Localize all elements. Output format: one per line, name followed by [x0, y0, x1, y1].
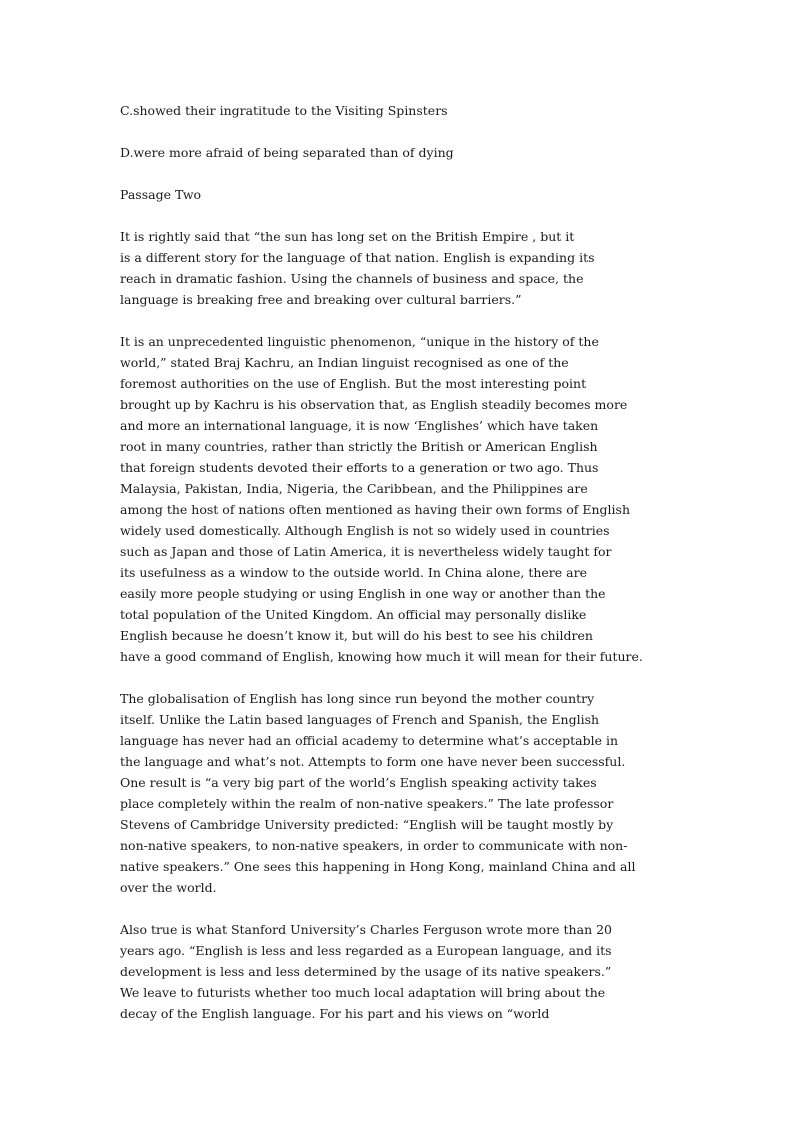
- text-line: place completely within the realm of non-native speakers.” The late professor: [120, 796, 614, 811]
- text-line: among the host of nations often mentioned as having their own forms of English: [120, 502, 630, 517]
- text-line: The globalisation of English has long since run beyond the mother country: [120, 691, 595, 706]
- paragraph: [120, 688, 676, 898]
- text-line: total population of the United Kingdom. An official may personally dislike: [120, 607, 587, 622]
- option-d: D.were more afraid of being separated than of dying: [120, 145, 454, 160]
- text-line: Stevens of Cambridge University predicted: “English will be taught mostly by: [120, 817, 614, 832]
- text-line: brought up by Kachru is his observation that, as English steadily becomes more: [120, 397, 628, 412]
- text-line: Malaysia, Pakistan, India, Nigeria, the Caribbean, and the Philippines are: [120, 481, 588, 496]
- text-line: It is an unprecedented linguistic phenomenon, “unique in the history of the: [120, 334, 599, 349]
- option-c: C.showed their ingratitude to the Visiting Spinsters: [120, 103, 448, 118]
- text-line: foremost authorities on the use of English. But the most interesting point: [120, 376, 587, 391]
- text-line: Also true is what Stanford University’s Charles Ferguson wrote more than 20: [120, 922, 612, 937]
- text-line: and more an international language, it is now ‘Englishes’ which have taken: [120, 418, 599, 433]
- document-page: [120, 100, 676, 1045]
- text-line: that foreign students devoted their efforts to a generation or two ago. Thus: [120, 460, 599, 475]
- passage-title: Passage Two: [120, 187, 202, 202]
- text-line: One result is “a very big part of the world’s English speaking activity takes: [120, 775, 597, 790]
- text-line: language has never had an official academy to determine what’s acceptable in: [120, 733, 619, 748]
- text-line: native speakers.” One sees this happening in Hong Kong, mainland China and all: [120, 859, 636, 874]
- text-line: the language and what’s not. Attempts to form one have never been successful.: [120, 754, 626, 769]
- text-line: have a good command of English, knowing how much it will mean for their future.: [120, 649, 643, 664]
- text-line: reach in dramatic fashion. Using the channels of business and space, the: [120, 271, 584, 286]
- text-line: language is breaking free and breaking over cultural barriers.”: [120, 292, 522, 307]
- text-line: easily more people studying or using English in one way or another than the: [120, 586, 606, 601]
- text-line: over the world.: [120, 880, 217, 895]
- paragraph: [120, 226, 676, 310]
- text-line: is a different story for the language of that nation. English is expanding its: [120, 250, 595, 265]
- text-line: development is less and less determined by the usage of its native speakers.”: [120, 964, 612, 979]
- text-line: We leave to futurists whether too much local adaptation will bring about the: [120, 985, 606, 1000]
- text-line: English because he doesn’t know it, but will do his best to see his children: [120, 628, 593, 643]
- text-line: itself. Unlike the Latin based languages of French and Spanish, the English: [120, 712, 600, 727]
- paragraph: [120, 331, 676, 667]
- text-line: non-native speakers, to non-native speakers, in order to communicate with non-: [120, 838, 628, 853]
- text-line: world,” stated Braj Kachru, an Indian linguist recognised as one of the: [120, 355, 569, 370]
- text-line: widely used domestically. Although English is not so widely used in countries: [120, 523, 610, 538]
- text-line: years ago. “English is less and less regarded as a European language, and its: [120, 943, 612, 958]
- text-line: its usefulness as a window to the outside world. In China alone, there are: [120, 565, 587, 580]
- paragraph: [120, 919, 676, 1024]
- text-line: It is rightly said that “the sun has long set on the British Empire , but it: [120, 229, 575, 244]
- text-line: decay of the English language. For his part and his views on “world: [120, 1006, 550, 1021]
- text-line: root in many countries, rather than strictly the British or American English: [120, 439, 598, 454]
- text-line: such as Japan and those of Latin America, it is nevertheless widely taught for: [120, 544, 612, 559]
- passage-body: [120, 226, 676, 1024]
